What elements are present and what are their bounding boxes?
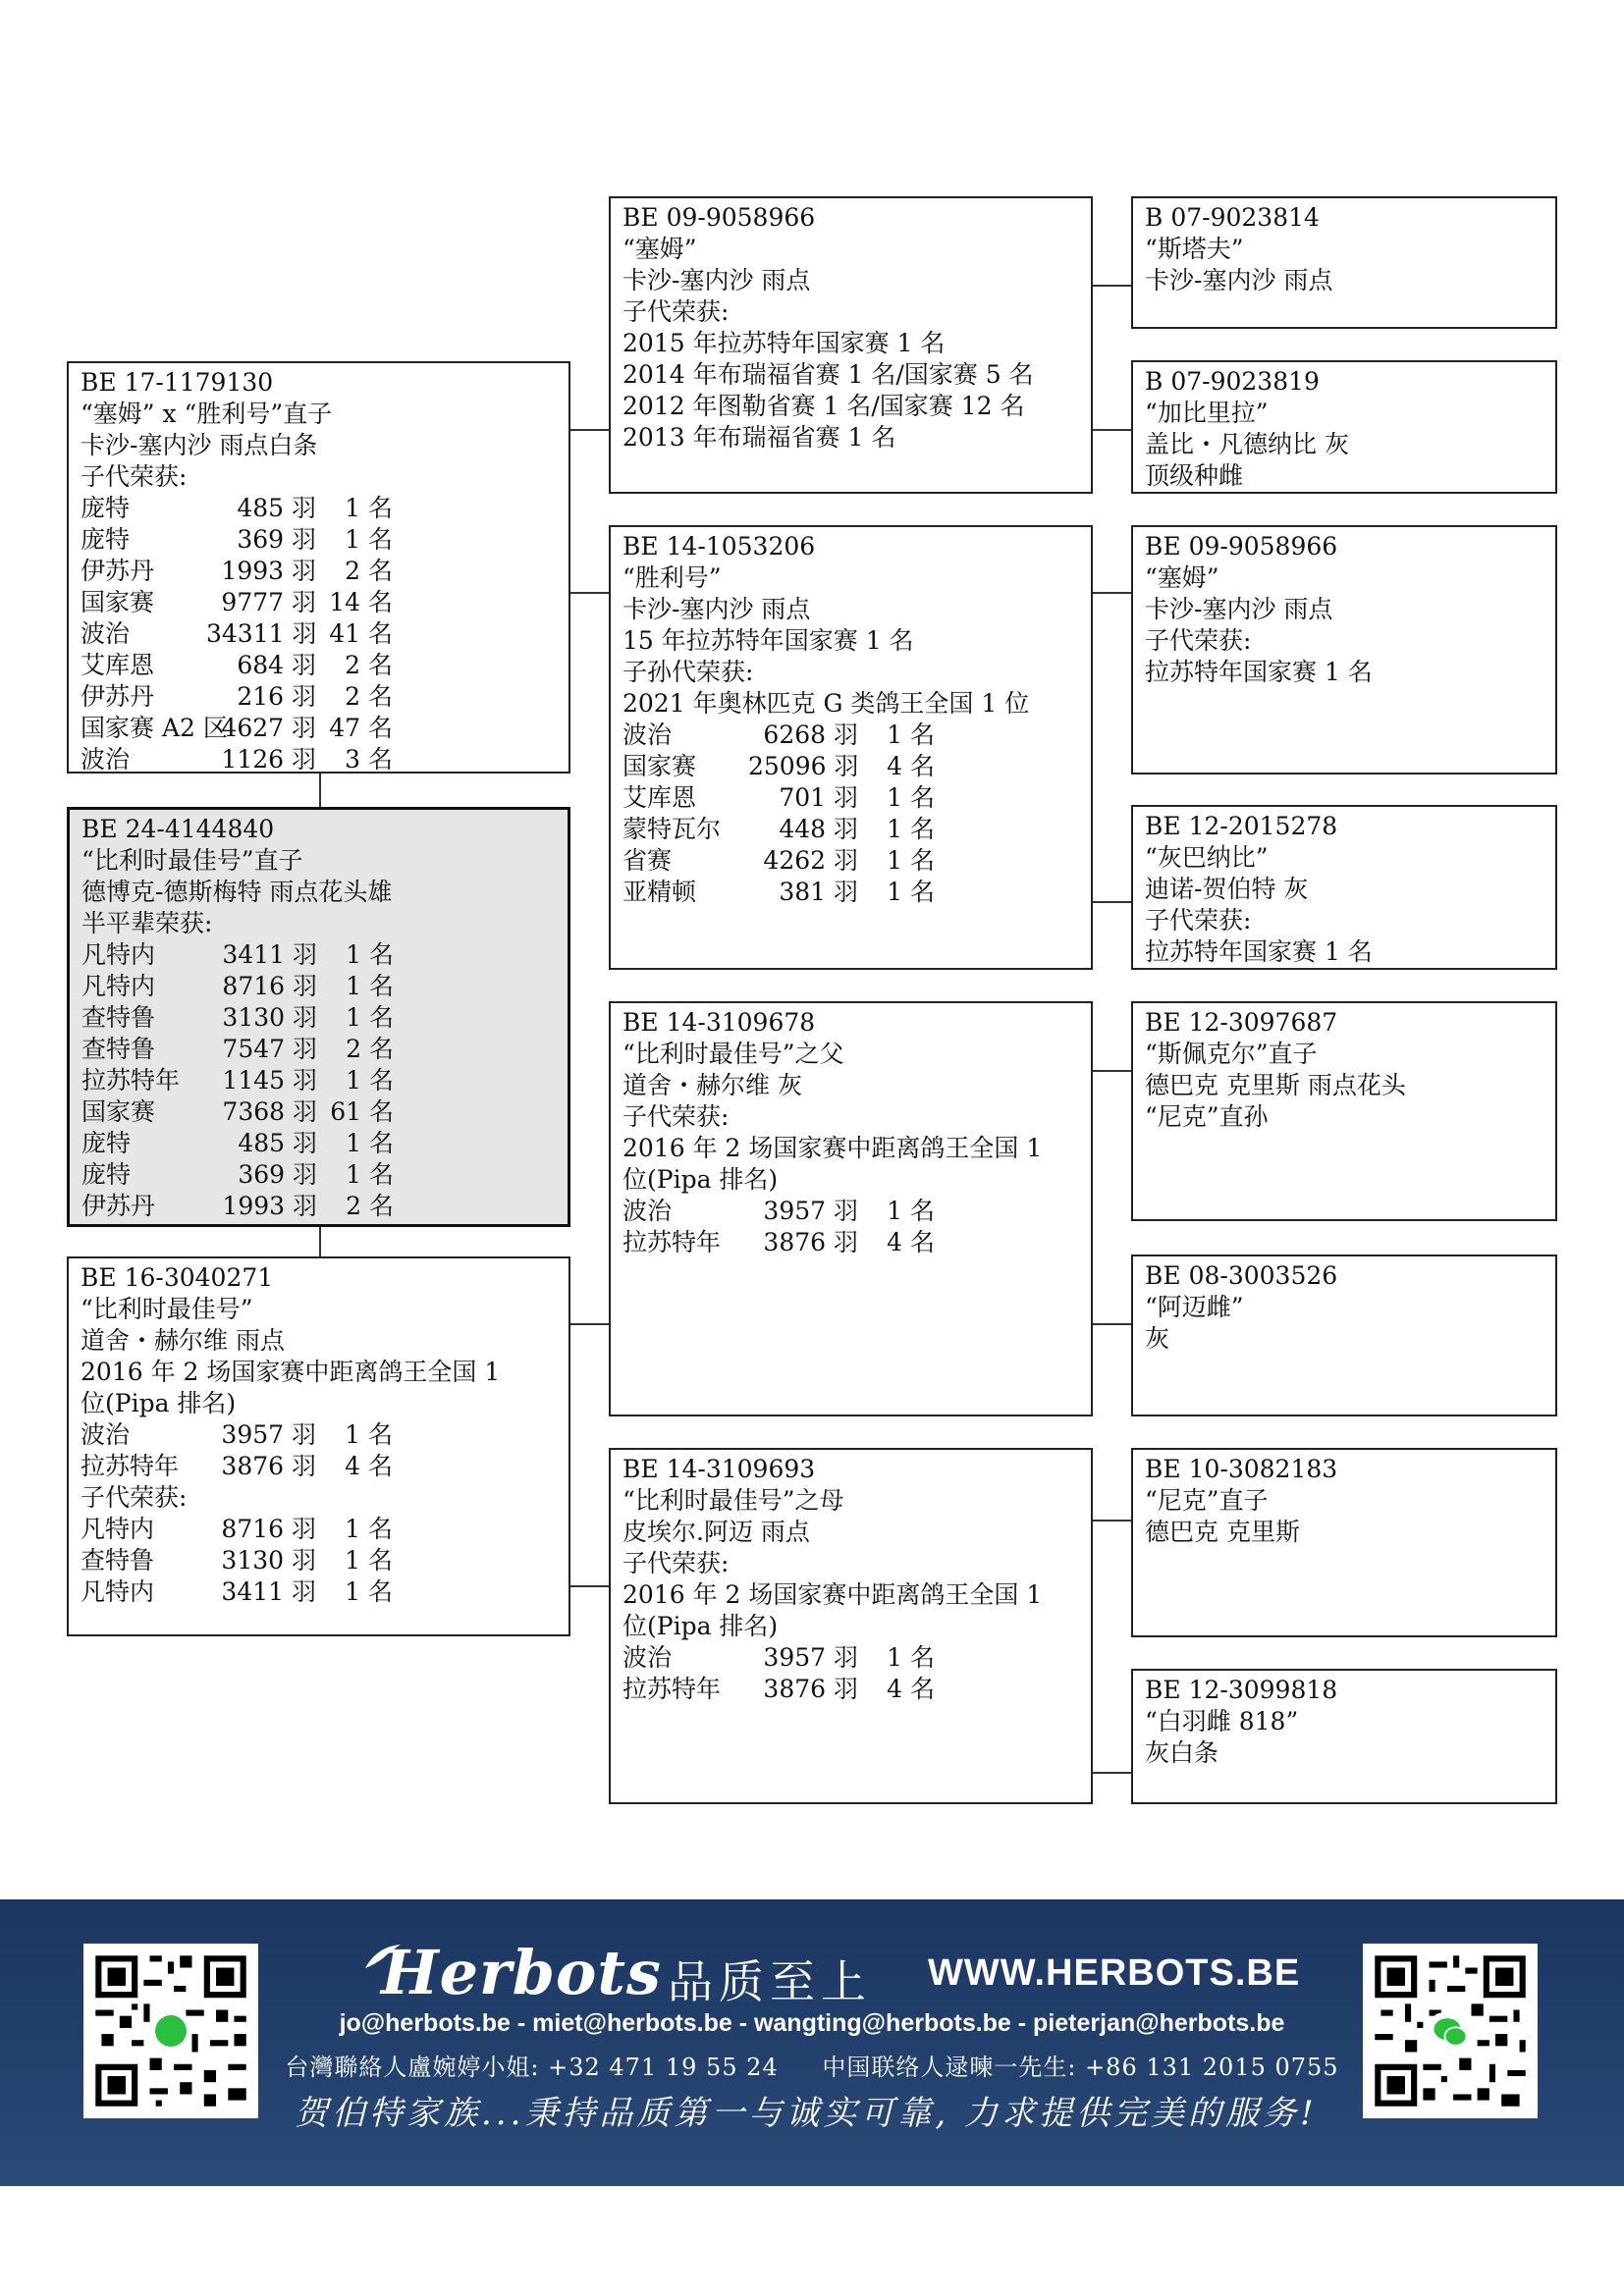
placing: 1 名 [345, 494, 393, 522]
pedigree-line: 位(Pipa 排名) [623, 1165, 779, 1194]
pedigree-line: 拉苏特年国家赛 1 名 [1145, 937, 1373, 966]
bird-count: 4627 羽 [221, 714, 316, 742]
race-name: 庞特 [81, 1129, 132, 1157]
placing: 47 名 [329, 714, 393, 742]
pedigree-line: 2016 年 2 场国家赛中距离鸽王全国 1 [623, 1134, 1043, 1162]
race-name: 查特鲁 [81, 1546, 155, 1575]
bird-count: 3957 羽 [221, 1420, 316, 1449]
bird-count: 6268 羽 [763, 721, 858, 749]
result-row [623, 751, 1079, 782]
pedigree-line: 顶级种雌 [1145, 461, 1244, 490]
bird-count: 7547 羽 [222, 1035, 317, 1063]
connector-ss-sss [1092, 285, 1131, 287]
result-row [81, 493, 557, 524]
ring-number: BE 12-3097687 [1145, 1008, 1338, 1037]
placing: 1 名 [346, 1066, 394, 1095]
contact-taiwan: 台灣聯絡人盧婉婷小姐: +32 471 19 55 24 [285, 2054, 779, 2081]
placing: 1 名 [346, 1003, 394, 1032]
bird-count: 3411 羽 [221, 1577, 316, 1606]
pedigree-line: 位(Pipa 排名) [623, 1612, 779, 1640]
bird-count: 381 羽 [779, 878, 858, 906]
dsd-box [1131, 1255, 1557, 1416]
placing: 1 名 [345, 525, 393, 554]
ring-number: BE 09-9058966 [1145, 532, 1338, 561]
bird-count: 485 羽 [238, 1129, 317, 1157]
pedigree-line: 2013 年布瑞福省赛 1 名 [623, 423, 896, 452]
bird-count: 4262 羽 [763, 846, 858, 875]
footer-banner [0, 1899, 1624, 2186]
connector-sd-sds [1092, 592, 1131, 594]
placing: 3 名 [345, 745, 393, 774]
race-name: 伊苏丹 [81, 1192, 156, 1220]
sire-sire-box [609, 196, 1093, 494]
sdd-box [1131, 805, 1557, 970]
placing: 1 名 [345, 1546, 393, 1575]
pedigree-line: “比利时最佳号” [81, 1295, 253, 1323]
bird-count: 3876 羽 [763, 1675, 858, 1703]
ring-number: B 07-9023819 [1145, 367, 1320, 396]
email-list[interactable]: jo@herbots.be - miet@herbots.be - wangting@herbots.be - pieterjan@herbots.be [339, 2009, 1285, 2037]
bird-count: 3876 羽 [763, 1228, 858, 1256]
result-row [81, 939, 556, 971]
pedigree-line: “比利时最佳号”之父 [623, 1040, 844, 1068]
race-name: 伊苏丹 [81, 557, 155, 585]
race-name: 凡特内 [81, 1577, 155, 1606]
placing: 1 名 [346, 972, 394, 1000]
race-name: 国家赛 [623, 752, 697, 780]
race-name: 省赛 [623, 846, 673, 875]
result-row [81, 650, 557, 681]
pedigree-line: 道舍・赫尔维 雨点 [81, 1326, 285, 1355]
placing: 1 名 [345, 1577, 393, 1606]
placing: 2 名 [346, 1035, 394, 1063]
website-link[interactable]: WWW.HERBOTS.BE [928, 1952, 1301, 1994]
bird-count: 1145 羽 [222, 1066, 317, 1095]
race-name: 庞特 [81, 494, 131, 522]
race-name: 拉苏特年 [81, 1452, 180, 1480]
ring-number: BE 14-3109678 [623, 1008, 816, 1037]
ddd-box [1131, 1669, 1557, 1804]
race-name: 波治 [623, 1197, 673, 1225]
result-row [623, 720, 1079, 751]
bird-count: 369 羽 [238, 1160, 317, 1189]
result-row [623, 782, 1079, 814]
ring-number: BE 17-1179130 [81, 368, 274, 397]
pedigree-line: 2021 年奥林匹克 G 类鸽王全国 1 位 [623, 689, 1030, 718]
pedigree-line: 道舍・赫尔维 灰 [623, 1071, 802, 1099]
race-name: 波治 [623, 1643, 673, 1672]
result-row [81, 556, 557, 587]
placing: 61 名 [330, 1097, 394, 1126]
placing: 41 名 [329, 619, 393, 648]
connector-subject-dam [319, 1227, 321, 1256]
bird-count: 3876 羽 [221, 1452, 316, 1480]
bird-count: 3957 羽 [763, 1643, 858, 1672]
bird-count: 3411 羽 [222, 940, 317, 969]
subject-box [67, 807, 570, 1227]
pedigree-line: 子代荣获: [623, 1102, 730, 1131]
placing: 14 名 [329, 588, 393, 616]
placing: 1 名 [887, 1643, 935, 1672]
result-row [81, 1096, 556, 1128]
bird-count: 3130 羽 [221, 1546, 316, 1575]
pedigree-line: 子代荣获: [81, 462, 188, 491]
bird-count: 216 羽 [237, 682, 316, 711]
pedigree-line: 位(Pipa 排名) [81, 1389, 237, 1417]
dam-dam-box [609, 1448, 1093, 1804]
bird-count: 7368 羽 [222, 1097, 317, 1126]
result-row [81, 1514, 557, 1545]
connector-sd-sdd [1092, 901, 1131, 903]
pedigree-line: 子代荣获: [81, 1483, 188, 1512]
pedigree-line: 卡沙-塞内沙 雨点 [1145, 266, 1333, 294]
sds-box [1131, 525, 1557, 774]
pedigree-line: 卡沙-塞内沙 雨点白条 [81, 431, 318, 459]
race-name: 波治 [81, 619, 131, 648]
result-row [623, 814, 1079, 845]
bird-count: 1993 羽 [221, 557, 316, 585]
placing: 1 名 [887, 783, 935, 812]
pedigree-line: 灰白条 [1145, 1738, 1219, 1767]
result-row [81, 1545, 557, 1576]
herbots-logo: Herbots [381, 1937, 662, 2008]
dam-box [67, 1256, 570, 1636]
pedigree-line: “胜利号” [623, 563, 722, 592]
ring-number: BE 14-1053206 [623, 532, 816, 561]
result-row [623, 1227, 1079, 1258]
dds-box [1131, 1448, 1557, 1637]
pedigree-line: 子代荣获: [623, 297, 730, 326]
placing: 4 名 [345, 1452, 393, 1480]
connector-dam-dd [569, 1585, 609, 1587]
ring-number: BE 08-3003526 [1145, 1261, 1338, 1290]
placing: 2 名 [345, 557, 393, 585]
placing: 1 名 [345, 1420, 393, 1449]
ring-number: BE 12-2015278 [1145, 812, 1338, 840]
bird-count: 1993 羽 [222, 1192, 317, 1220]
result-row [81, 587, 557, 618]
placing: 4 名 [887, 1675, 935, 1703]
ring-number: BE 24-4144840 [81, 815, 275, 843]
result-row [81, 1419, 557, 1451]
race-name: 庞特 [81, 1160, 132, 1189]
pedigree-line: 半平辈荣获: [81, 909, 213, 937]
sss-box [1131, 196, 1557, 329]
race-name: 拉苏特年 [81, 1066, 181, 1095]
race-name: 艾库恩 [81, 651, 155, 679]
placing: 2 名 [345, 651, 393, 679]
pedigree-line: “塞姆” [1145, 563, 1219, 592]
sire-dam-box [609, 525, 1093, 970]
ssd-box [1131, 360, 1557, 494]
placing: 1 名 [887, 815, 935, 843]
ring-number: BE 09-9058966 [623, 203, 816, 232]
pedigree-line: “塞姆” [623, 235, 697, 263]
ring-number: BE 14-3109693 [623, 1455, 816, 1483]
connector-dd-ddd [1092, 1772, 1131, 1774]
ring-number: BE 12-3099818 [1145, 1676, 1338, 1704]
pedigree-line: “斯塔夫” [1145, 235, 1244, 263]
connector-ds-dss [1092, 1070, 1131, 1072]
pedigree-line: 德巴克 克里斯 [1145, 1518, 1300, 1546]
pedigree-line: 灰 [1145, 1324, 1170, 1353]
connector-ds-dsd [1092, 1323, 1131, 1325]
bird-count: 1126 羽 [221, 745, 316, 774]
placing: 1 名 [887, 846, 935, 875]
race-name: 波治 [81, 1420, 131, 1449]
slogan: 品质至上 [668, 1955, 872, 2008]
ring-number: BE 10-3082183 [1145, 1455, 1338, 1483]
connector-sire-sd [569, 592, 609, 594]
bird-count: 8716 羽 [221, 1515, 316, 1543]
result-row [81, 618, 557, 650]
brand-header [373, 1937, 1301, 2008]
race-name: 国家赛 A2 区 [81, 714, 228, 742]
bird-count: 25096 羽 [748, 752, 859, 780]
pedigree-line: 2015 年拉苏特年国家赛 1 名 [623, 329, 946, 357]
race-name: 拉苏特年 [623, 1228, 722, 1256]
placing: 2 名 [346, 1192, 394, 1220]
result-row [623, 877, 1079, 908]
pedigree-line: “比利时最佳号”直子 [81, 846, 303, 875]
pedigree-line: “斯佩克尔”直子 [1145, 1040, 1318, 1068]
pedigree-line: “白羽雌 818” [1145, 1707, 1299, 1735]
result-row [81, 744, 557, 774]
placing: 1 名 [346, 1160, 394, 1189]
race-name: 波治 [81, 745, 131, 774]
race-name: 查特鲁 [81, 1035, 156, 1063]
bird-count: 8716 羽 [222, 972, 317, 1000]
pedigree-line: 德博克-德斯梅特 雨点花头雄 [81, 878, 393, 906]
contact-china: 中国联络人逯暕一先生: +86 131 2015 0755 [822, 2054, 1339, 2081]
pedigree-line: 拉苏特年国家赛 1 名 [1145, 658, 1373, 686]
result-row [81, 1576, 557, 1608]
pedigree-line: “比利时最佳号”之母 [623, 1486, 844, 1515]
sire-box [67, 361, 570, 774]
pedigree-line: “加比里拉” [1145, 399, 1269, 427]
pedigree-line: 2016 年 2 场国家赛中距离鸽王全国 1 [623, 1580, 1043, 1609]
result-row [81, 1451, 557, 1482]
dss-box [1131, 1001, 1557, 1221]
result-row [81, 1065, 556, 1096]
qr-code-wechat[interactable] [1363, 1944, 1538, 2118]
result-row [623, 845, 1079, 877]
placing: 4 名 [887, 752, 935, 780]
pedigree-line: “尼克”直孙 [1145, 1102, 1269, 1131]
pedigree-line: 德巴克 克里斯 雨点花头 [1145, 1071, 1406, 1099]
pedigree-line: “灰巴纳比” [1145, 843, 1269, 872]
pedigree-line: 2016 年 2 场国家赛中距离鸽王全国 1 [81, 1358, 501, 1386]
result-row [623, 1196, 1079, 1227]
race-name: 艾库恩 [623, 783, 697, 812]
result-row [81, 681, 557, 713]
placing: 4 名 [887, 1228, 935, 1256]
ring-number: BE 16-3040271 [81, 1263, 274, 1292]
race-name: 拉苏特年 [623, 1675, 722, 1703]
result-row [623, 1642, 1079, 1674]
placing: 1 名 [887, 721, 935, 749]
result-row [81, 1191, 556, 1222]
connector-dd-dds [1092, 1520, 1131, 1522]
pedigree-line: “阿迈雌” [1145, 1293, 1244, 1321]
pedigree-line: 子代荣获: [1145, 626, 1252, 655]
bird-count: 3957 羽 [763, 1197, 858, 1225]
bird-count: 34311 羽 [206, 619, 317, 648]
dam-sire-box [609, 1001, 1093, 1416]
pedigree-line: 子代荣获: [1145, 906, 1252, 934]
placing: 1 名 [887, 878, 935, 906]
bird-count: 3130 羽 [222, 1003, 317, 1032]
pedigree-line: 子代荣获: [623, 1549, 730, 1577]
connector-sire-ss [569, 429, 609, 431]
pedigree-line: 卡沙-塞内沙 雨点 [1145, 595, 1333, 623]
race-name: 伊苏丹 [81, 682, 155, 711]
race-name: 波治 [623, 721, 673, 749]
placing: 1 名 [346, 940, 394, 969]
connector-ss-ssd [1092, 429, 1131, 431]
pedigree-line: 卡沙-塞内沙 雨点 [623, 595, 811, 623]
bird-count: 485 羽 [237, 494, 316, 522]
bird-count: 684 羽 [237, 651, 316, 679]
result-row [81, 524, 557, 556]
result-row [623, 1674, 1079, 1705]
race-name: 凡特内 [81, 940, 156, 969]
pedigree-line: 2014 年布瑞福省赛 1 名/国家赛 5 名 [623, 360, 1034, 389]
race-name: 国家赛 [81, 588, 155, 616]
pedigree-line: 迪诺-贺伯特 灰 [1145, 875, 1309, 903]
race-name: 亚精顿 [623, 878, 697, 906]
result-row [81, 713, 557, 744]
result-row [81, 1128, 556, 1159]
pedigree-line: 皮埃尔.阿迈 雨点 [623, 1518, 810, 1546]
bird-count: 369 羽 [237, 525, 316, 554]
pedigree-line: “塞姆” x “胜利号”直子 [81, 400, 333, 428]
result-row [81, 1002, 556, 1034]
placing: 1 名 [345, 1515, 393, 1543]
result-row [81, 1159, 556, 1191]
ring-number: B 07-9023814 [1145, 203, 1320, 232]
result-row [81, 1034, 556, 1065]
pedigree-line: 卡沙-塞内沙 雨点 [623, 266, 811, 294]
placing: 1 名 [887, 1197, 935, 1225]
race-name: 凡特内 [81, 972, 156, 1000]
pedigree-line: 2012 年图勒省赛 1 名/国家赛 12 名 [623, 392, 1025, 420]
footer-motto: 贺伯特家族...秉持品质第一与诚实可靠, 力求提供完美的服务! [295, 2094, 1318, 2133]
pedigree-line: “尼克”直子 [1145, 1486, 1269, 1515]
pedigree-line: 子孙代荣获: [623, 658, 754, 686]
connector-dam-ds [569, 1323, 609, 1325]
wechat-icon [1433, 2013, 1469, 2050]
race-name: 蒙特瓦尔 [623, 815, 722, 843]
bird-count: 701 羽 [779, 783, 858, 812]
bird-count: 9777 羽 [221, 588, 316, 616]
placing: 1 名 [346, 1129, 394, 1157]
connector-subject-sire [319, 773, 321, 809]
race-name: 庞特 [81, 525, 131, 554]
race-name: 国家赛 [81, 1097, 156, 1126]
race-name: 查特鲁 [81, 1003, 156, 1032]
race-name: 凡特内 [81, 1515, 155, 1543]
placing: 2 名 [345, 682, 393, 711]
result-row [81, 971, 556, 1002]
pedigree-line: 盖比・凡德纳比 灰 [1145, 430, 1349, 458]
bird-count: 448 羽 [779, 815, 858, 843]
pedigree-line: 15 年拉苏特年国家赛 1 名 [623, 626, 914, 655]
